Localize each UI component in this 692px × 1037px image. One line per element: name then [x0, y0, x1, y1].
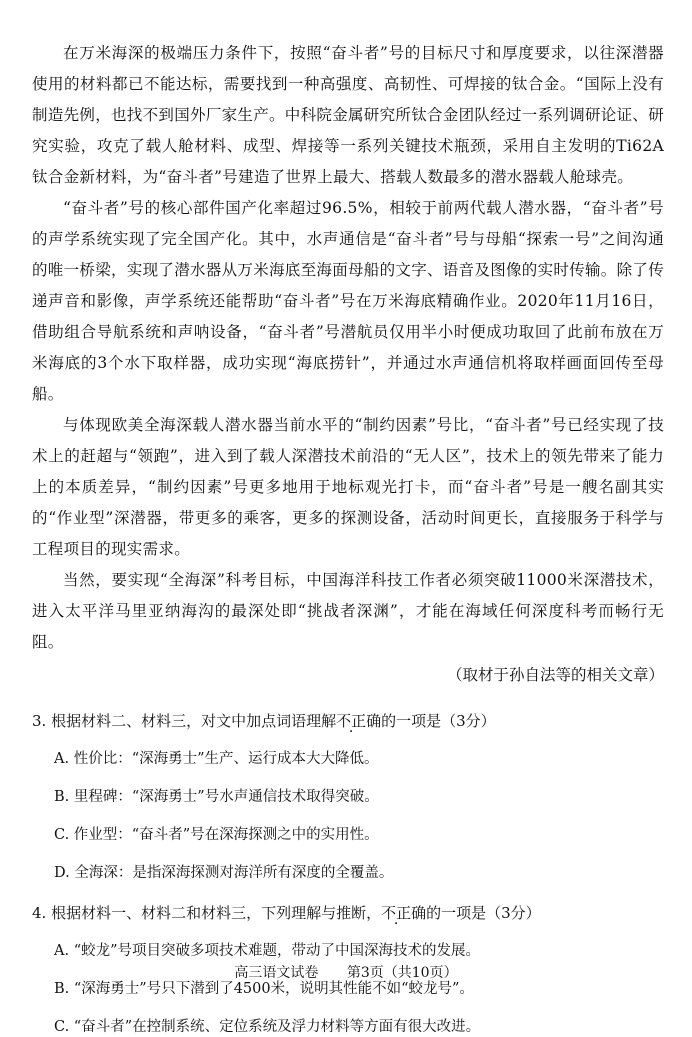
question-4-option-a: A. “蛟龙”号项目突破多项技术难题，带动了中国深海技术的发展。: [54, 943, 481, 959]
question-3-option-b: B. 里程碑：“深海勇士”号水声通信技术取得突破。: [54, 789, 379, 805]
question-4-dotted-text: 不正: [381, 904, 412, 922]
source-attribution: （取材于孙自法等的相关文章）: [446, 666, 664, 684]
passage-paragraph-1: 在万米海深的极端压力条件下，按照“奋斗者”号的目标尺寸和厚度要求，以往深潜器使用的材料都已不能达标，需要找到一种高强度、高韧性、可焊接的钛合金。“国际上没有制造先例，也找不到国外厂家生产。中科院金属研究所钛合金团队经过一系列调研论证、研究实验，攻克了载人舱材料、成型、焊接等一系列关键技术瓶颈，采用自主发明的Ti62A钛合金新材料，为“奋斗者”号建造了世界上最大、搭载人数最多的潜水器载人舱球壳。: [32, 44, 665, 186]
paragraph-4-text-end: ”科考目标，中国海洋科技工作者必须突破11000米深潜技术，进入太平洋马里亚纳海沟的最深处即“挑战者深渊”，才能在海域任何深度科考而畅行无阻。: [32, 571, 664, 651]
question-4-stem-end: 确的一项是（3分）: [411, 904, 541, 922]
question-3-dotted-text: 不正: [336, 712, 367, 730]
question-3-option-d: D. 全海深：是指深海探测对海洋所有深度的全覆盖。: [54, 865, 394, 881]
question-3-option-a: A. 性价比：“深海勇士”生产、运行成本大大降低。: [54, 751, 379, 767]
passage-paragraph-2: “奋斗者”号的核心部件国产化率超过96.5%，相较于前两代载人潜水器，“奋斗者”号的声学系统实现了完全国产化。其中，水声通信是“奋斗者”号与母船“探索一号”之间沟通的唯一桥梁，实现了潜水器从万米海底至海面母船的文字、语音及图像的实时传输。除了传递声音和影像，声学系统还能帮助“奋斗者”号在万米海底精确作业。2020年11月16日，借助组合导航系统和声呐设备，“奋斗者”号潜航员仅用半小时便成功取回了此前布放在万米海底的3个水下取样器，成功实现“海底捞针”，并通过水声通信机将取样画面回传至母船。: [32, 199, 665, 403]
question-3-stem-end: 确的一项是（3分）: [366, 712, 496, 730]
question-4-stem-start: 4. 根据材料一、材料二和材料三，下列理解与推断，: [32, 904, 382, 922]
page-footer: [0, 962, 692, 982]
question-3-stem-start: 3. 根据材料二、材料三，对文中加点词语理解: [32, 712, 337, 730]
question-4-option-c: C. “奋斗者”在控制系统、定位系统及浮力材料等方面有很大改进。: [54, 1019, 481, 1035]
question-3-stem: [32, 711, 664, 731]
question-4-stem: [32, 903, 664, 923]
passage-paragraph-4: [32, 565, 664, 658]
footer-exam-title: 高三语文试卷: [234, 965, 319, 981]
footer-page-number: 第3页（共10页）: [346, 965, 458, 981]
passage-paragraph-3: 与体现欧美全海深载人潜水器当前水平的“制约因素”号比，“奋斗者”号已经实现了技术上的赶超与“领跑”，进入到了载人深潜技术前沿的“无人区”，技术上的领先带来了能力上的本质差异，“制约因素”号更多地用于地标观光打卡，而“奋斗者”号是一艘名副其实的“作业型”深潜器，带更多的乘客，更多的探测设备，活动时间更长，直接服务于科学与工程项目的现实需求。: [32, 416, 664, 558]
dotted-term-quanhaishen: 全海深: [168, 571, 217, 589]
question-3-option-c: C. 作业型：“奋斗者”号在深海探测之中的实用性。: [54, 827, 379, 843]
paragraph-4-text-start: 当然，要实现“: [63, 571, 169, 589]
question-4-option-b: B. “深海勇士”号只下潜到了4500米，说明其性能不如“蛟龙号”。: [54, 981, 474, 997]
